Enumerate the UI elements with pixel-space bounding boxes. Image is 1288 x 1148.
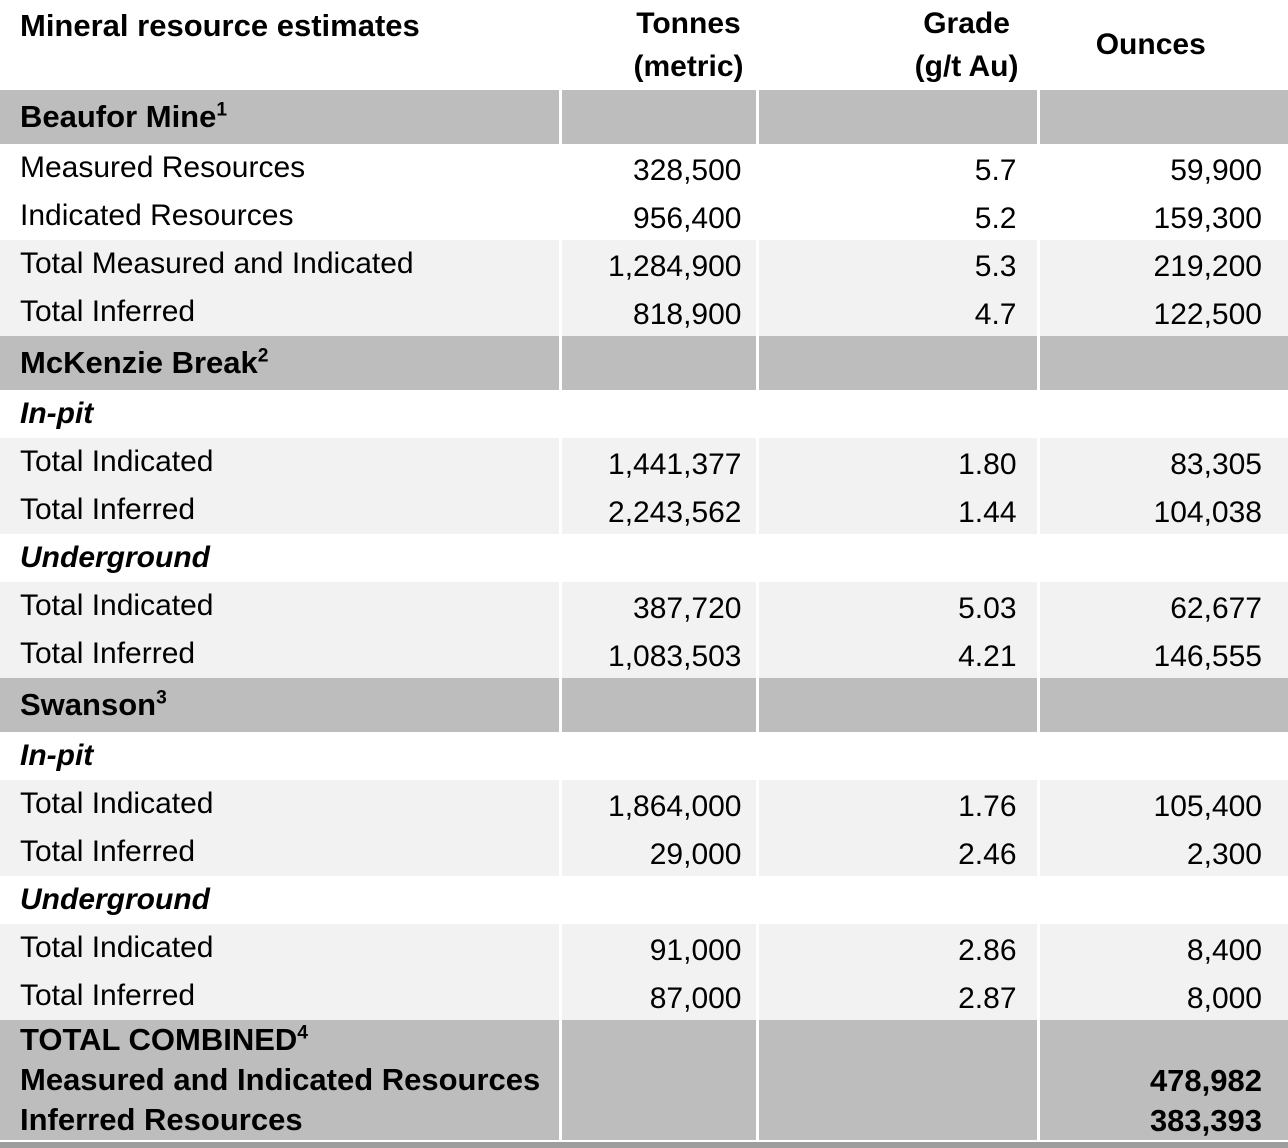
tonnes-value: 2,243,562 xyxy=(560,486,757,534)
ounces-value: 8,400 xyxy=(1038,924,1288,972)
ounces-value: 62,677 xyxy=(1038,582,1288,630)
section-header-row-beaufor xyxy=(0,90,1288,144)
table-title: Mineral resource estimates xyxy=(0,0,560,90)
table-row xyxy=(0,438,1288,486)
row-label: Total Inferred xyxy=(0,972,560,1020)
tonnes-value: 1,083,503 xyxy=(560,630,757,678)
row-label: Total Indicated xyxy=(0,780,560,828)
section-header-row-swanson xyxy=(0,678,1288,732)
grade-value: 5.2 xyxy=(757,192,1038,240)
section-title: Beaufor Mine$^1$ xyxy=(0,90,560,144)
section-title: McKenzie Break$^2$ xyxy=(0,336,560,390)
grade-value: 1.80 xyxy=(757,438,1038,486)
ounces-value: 159,300 xyxy=(1153,202,1262,236)
grade-value: 1.76 xyxy=(757,780,1038,828)
table-row xyxy=(0,144,1288,192)
row-label: Total Inferred xyxy=(0,486,560,534)
tonnes-value: 328,500 xyxy=(560,144,757,192)
row-label: Measured and Indicated Resources xyxy=(0,1060,560,1100)
ounces-value: 2,300 xyxy=(1038,828,1288,876)
tonnes-value: 818,900 xyxy=(560,288,757,336)
row-label: Measured Resources xyxy=(0,144,560,192)
table-row xyxy=(0,780,1288,828)
table-bottom-border xyxy=(0,1142,1288,1148)
column-header-grade xyxy=(757,0,1038,90)
ounces-value: 122,500 xyxy=(1038,288,1288,336)
table-row xyxy=(0,828,1288,876)
row-label: Inferred Resources xyxy=(0,1100,560,1140)
ounces-value: 219,200 xyxy=(1038,240,1288,288)
subsection-label: Underground xyxy=(0,534,560,582)
subsection-label: In-pit xyxy=(0,732,560,780)
section-header-row-mckenzie xyxy=(0,336,1288,390)
footnote-marker: 1 xyxy=(216,99,228,121)
grade-header-line1: Grade xyxy=(923,6,1010,40)
row-label: Total Inferred xyxy=(0,828,560,876)
total-measured-indicated-row xyxy=(0,1060,1288,1100)
tonnes-header-line1: Tonnes xyxy=(636,6,741,40)
ounces-value: 105,400 xyxy=(1038,780,1288,828)
ounces-value: 59,900 xyxy=(1170,154,1262,188)
total-inferred-row xyxy=(0,1100,1288,1140)
subsection-row-inpit xyxy=(0,390,1288,438)
table-row xyxy=(0,486,1288,534)
subsection-row-underground xyxy=(0,876,1288,924)
row-label: Indicated Resources xyxy=(0,192,560,240)
grade-value: 2.86 xyxy=(757,924,1038,972)
row-label: Total Inferred xyxy=(0,630,560,678)
table-header-row xyxy=(0,0,1288,90)
table-row xyxy=(0,288,1288,336)
subsection-label: Underground xyxy=(0,876,560,924)
grade-value: 1.44 xyxy=(757,486,1038,534)
row-label: Total Indicated xyxy=(0,438,560,486)
grade-value: 2.87 xyxy=(757,972,1038,1020)
grade-value: 2.46 xyxy=(757,828,1038,876)
ounces-value: 383,393 xyxy=(1038,1100,1288,1140)
table-row xyxy=(0,630,1288,678)
footnote-marker: 3 xyxy=(156,687,167,709)
grade-value: 5.03 xyxy=(757,582,1038,630)
grade-value: 4.21 xyxy=(757,630,1038,678)
subsection-row-inpit xyxy=(0,732,1288,780)
subsection-row-underground xyxy=(0,534,1288,582)
tonnes-value: 29,000 xyxy=(560,828,757,876)
table-row xyxy=(0,972,1288,1020)
footnote-marker: 4 xyxy=(297,1022,308,1044)
grade-header-line2: (g/t Au) xyxy=(914,50,1019,83)
row-label: Total Indicated xyxy=(0,582,560,630)
table-row xyxy=(0,192,1288,240)
ounces-value: 146,555 xyxy=(1038,630,1288,678)
tonnes-value: 1,284,900 xyxy=(560,240,757,288)
total-combined-title-row xyxy=(0,1020,1288,1060)
grade-value: 5.3 xyxy=(757,240,1038,288)
ounces-value: 104,038 xyxy=(1038,486,1288,534)
ounces-value: 478,982 xyxy=(1038,1060,1288,1100)
ounces-value: 8,000 xyxy=(1038,972,1288,1020)
tonnes-value: 1,441,377 xyxy=(560,438,757,486)
total-combined-title: TOTAL COMBINED$^4$ xyxy=(0,1020,560,1060)
tonnes-value: 956,400 xyxy=(560,192,757,240)
subsection-label: In-pit xyxy=(0,390,560,438)
table-row xyxy=(0,582,1288,630)
tonnes-value: 91,000 xyxy=(560,924,757,972)
row-label: Total Measured and Indicated xyxy=(0,240,560,288)
table-row xyxy=(0,924,1288,972)
ounces-value: 83,305 xyxy=(1038,438,1288,486)
column-header-ounces: Ounces xyxy=(1038,0,1288,90)
section-title: Swanson$^3$ xyxy=(0,678,560,732)
footnote-marker: 2 xyxy=(257,345,269,367)
grade-value: 4.7 xyxy=(757,288,1038,336)
table-row xyxy=(0,240,1288,288)
row-label: Total Inferred xyxy=(0,288,560,336)
column-header-tonnes xyxy=(560,0,757,90)
row-label: Total Indicated xyxy=(0,924,560,972)
tonnes-value: 387,720 xyxy=(560,582,757,630)
tonnes-header-line2: (metric) xyxy=(633,50,744,83)
grade-value: 5.7 xyxy=(757,144,1038,192)
tonnes-value: 1,864,000 xyxy=(560,780,757,828)
tonnes-value: 87,000 xyxy=(560,972,757,1020)
